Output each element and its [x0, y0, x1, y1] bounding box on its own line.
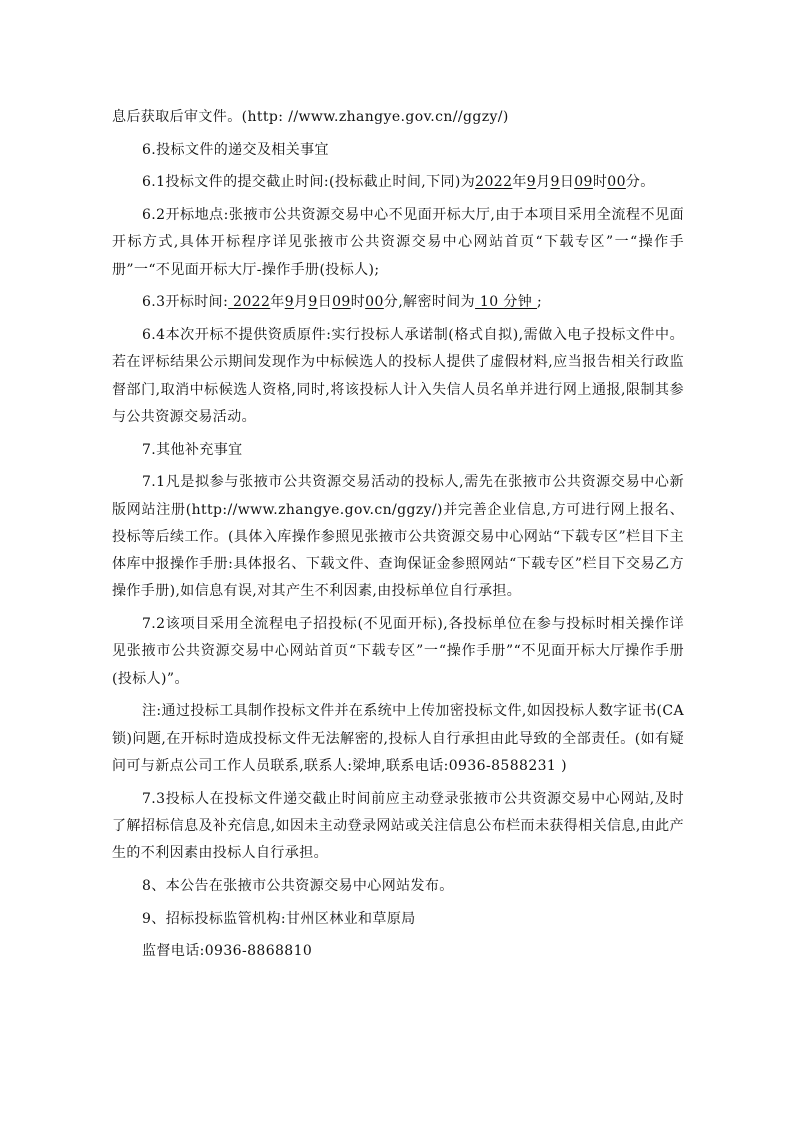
deadline-minute: 00 [607, 174, 626, 191]
paragraph-note-ca-lock: 注:通过投标工具制作投标文件并在系统中上传加密投标文件,如因投标人数字证书(CA锁)问题,在开标时造成投标文件无法解密的,投标人自行承担由此导致的全部责任。(如有疑问可与新点公司工作人员联系,联系人:梁坤,联系电话:0936-8588231 ) [112, 703, 684, 775]
opening-hour: 09 [332, 294, 351, 311]
paragraph-9-supervisor: 9、招标投标监管机构:甘州区林业和草原局 [142, 910, 416, 927]
paragraph-7-2-electronic-bidding: 7.2该项目采用全流程电子招投标(不见面开标),各投标单位在参与投标时相关操作详见张掖市公共资源交易中心网站首页“下载专区”一“操作手册”“不见面开标大厅操作手册(投标人)”。 [112, 616, 684, 687]
opening-day: 9 [308, 294, 318, 311]
hour-unit: 时 [350, 294, 366, 311]
deadline-year: 2022 [475, 174, 513, 191]
opening-suffix: ; [537, 294, 543, 311]
paragraph-continuation: 息后获取后审文件。(http: //www.zhangye.gov.cn//ggzy/) [112, 109, 509, 125]
decrypt-time: 10 分钟 [475, 294, 538, 311]
day-unit: 日 [317, 294, 333, 311]
day-unit: 日 [559, 174, 575, 191]
opening-year: 2022 [228, 294, 271, 311]
deadline-prefix: 6.1投标文件的提交截止时间:(投标截止时间,下同)为 [142, 174, 476, 191]
document-page [112, 104, 684, 966]
year-unit: 年 [270, 294, 285, 311]
section-6-heading: 6.投标文件的递交及相关事宜 [142, 141, 329, 158]
deadline-month: 9 [526, 174, 537, 191]
paragraph-6-2-location: 6.2开标地点:张掖市公共资源交易中心不见面开标大厅,由于本项目采用全流程不见面开标方式,具体开标程序详见张掖市公共资源交易中心网站首页“下载专区”一“操作手册”一“不见面开标大厅-操作手册(投标人); [112, 207, 684, 278]
minute-unit: 分 [383, 294, 399, 311]
paragraph-6-4-qualification: 6.4本次开标不提供资质原件:实行投标人承诺制(格式自拟),需做入电子投标文件中。若在评标结果公示期间发现作为中标候选人的投标人提供了虚假材料,应当报告相关行政监督部门,取消中标候选人资格,同时,将该投标人计入失信人员名单并进行网上通报,限制其参与公共资源交易活动。 [112, 327, 684, 425]
minute-unit: 分。 [625, 174, 655, 191]
supervision-phone: 监督电话:0936-8868810 [142, 943, 313, 960]
paragraph-6-3-opening-time [112, 289, 684, 316]
decrypt-prefix: ,解密时间为 [398, 294, 476, 311]
opening-minute: 00 [365, 294, 384, 311]
month-unit: 月 [294, 294, 309, 311]
hour-unit: 时 [592, 174, 608, 191]
month-unit: 月 [536, 174, 551, 191]
year-unit: 年 [512, 174, 527, 191]
opening-prefix: 6.3开标时间: [142, 294, 229, 311]
opening-month: 9 [284, 294, 294, 311]
paragraph-7-3-login: 7.3投标人在投标文件递交截止时间前应主动登录张掖市公共资源交易中心网站,及时了解招标信息及补充信息,如因未主动登录网站或关注信息公布栏而未获得相关信息,由此产生的不利因素由投标人自行承担。 [112, 790, 684, 862]
paragraph-8-publication: 8、本公告在张掖市公共资源交易中心网站发布。 [142, 878, 454, 895]
paragraph-6-1-deadline [112, 169, 684, 196]
deadline-hour: 09 [574, 174, 593, 191]
section-7-heading: 7.其他补充事宜 [142, 441, 243, 458]
paragraph-7-1-registration: 7.1凡是拟参与张掖市公共资源交易活动的投标人,需先在张掖市公共资源交易中心新版网站注册(http://www.zhangye.gov.cn/ggzy/)并完善企业信息,方可进行网上报名、投标等后续工作。(具体入库操作参照见张掖市公共资源交易中心网站“下载专区”栏目下主体库中报操作手册:具体报名、下载文件、查询保证金参照网站“下载专区”栏目下交易乙方操作手册),如信息有误,对其产生不利因素,由投标单位自行承担。 [112, 474, 684, 600]
deadline-day: 9 [550, 174, 560, 191]
